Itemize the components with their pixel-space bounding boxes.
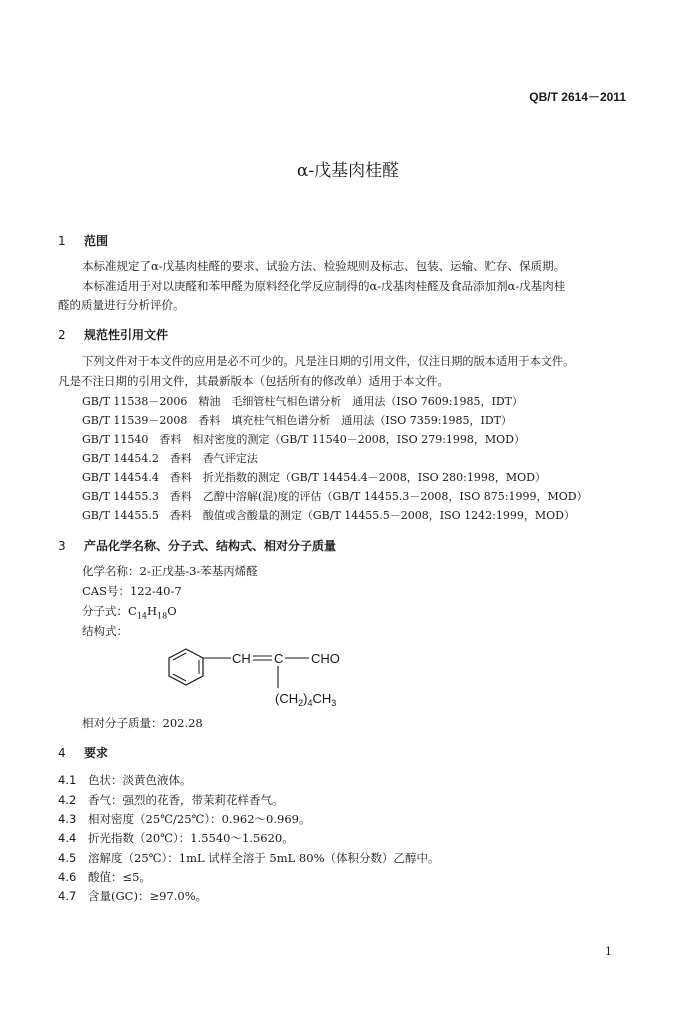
section-1-para-2-line-2: 醛的质量进行分析评价。 (58, 298, 185, 312)
chain-open-paren: ( (275, 691, 280, 706)
ring-double-bond (173, 653, 186, 660)
chemical-name: 化学名称：2-正戊基-3-苯基丙烯醛 (82, 564, 258, 578)
section-2-intro-line-1: 下列文件对于本文件的应用是必不可少的。凡是注日期的引用文件，仅注日期的版本适用于本文件。 (82, 355, 575, 368)
requirement-text: 香气：强烈的花香，带茉莉花样香气。 (88, 793, 284, 807)
section-3-title: 产品化学名称、分子式、结构式、相对分子质量 (84, 539, 337, 553)
requirement-text: 酸值：≤5。 (88, 870, 151, 884)
group-ch: CH (232, 651, 251, 666)
section-3-heading (58, 537, 336, 554)
requirement-number: 4.1 (58, 773, 77, 787)
requirement-item (58, 811, 310, 827)
pentyl-chain (275, 691, 336, 708)
section-1-title: 范围 (84, 234, 109, 248)
group-ch2: CH (279, 691, 299, 706)
page-number: 1 (605, 945, 612, 958)
section-1-para-2-line-1: 本标准适用于对以庚醛和苯甲醛为原料经化学反应制得的α-戊基肉桂醛及食品添加剂α-戊基肉桂 (82, 279, 566, 293)
group-ch3: CH (312, 691, 332, 706)
reference-item: GB/T 11539－2008 香料 填充柱气相色谱分析 通用法（ISO 7359:1985，IDT） (82, 414, 512, 427)
cas-number: CAS号：122-40-7 (82, 584, 182, 598)
requirement-number: 4.7 (58, 889, 77, 903)
requirement-text: 含量(GC)：≥97.0%。 (88, 889, 208, 903)
requirement-text: 相对密度（25℃/25℃）：0.962～0.969。 (88, 812, 311, 826)
group-cho: CHO (311, 651, 340, 666)
section-4-heading (58, 744, 108, 761)
formula-h-subscript: 18 (157, 611, 168, 621)
benzene-ring (169, 649, 203, 685)
ch3-subscript: 3 (331, 698, 337, 708)
formula-o: O (167, 604, 177, 618)
requirement-number: 4.5 (58, 851, 77, 865)
section-1-number: 1 (58, 234, 66, 248)
formula-h: H (147, 604, 158, 618)
formula-c: C (128, 604, 137, 618)
requirement-number: 4.3 (58, 812, 77, 826)
chain-close-paren: ) (303, 691, 308, 706)
reference-item: GB/T 14455.3 香料 乙醇中溶解(混)度的评估（GB/T 14455.3－2008，ISO 875:1999，MOD） (82, 490, 588, 503)
group-c: C (274, 651, 284, 666)
section-3-number: 3 (58, 539, 66, 553)
requirement-number: 4.2 (58, 793, 77, 807)
reference-item: GB/T 14454.4 香料 折光指数的测定（GB/T 14454.4－2008，ISO 280:1998，MOD） (82, 471, 546, 484)
requirement-item (58, 772, 192, 788)
requirement-item (58, 850, 440, 866)
document-title: α-戊基肉桂醛 (296, 161, 400, 181)
reference-item: GB/T 11540 香料 相对密度的测定（GB/T 11540－2008，ISO 279:1998，MOD） (82, 433, 525, 446)
section-2-intro-line-2: 凡是不注日期的引用文件，其最新版本（包括所有的修改单）适用于本文件。 (58, 374, 449, 388)
requirement-number: 4.4 (58, 831, 77, 845)
ring-double-bond (173, 674, 186, 681)
section-4-number: 4 (58, 746, 66, 760)
section-4-title: 要求 (84, 746, 109, 760)
reference-item: GB/T 11538－2006 精油 毛细管柱气相色谱分析 通用法（ISO 7609:1985，IDT） (82, 395, 523, 408)
standard-code: QB/T 2614－2011 (529, 90, 626, 104)
section-2-number: 2 (58, 328, 66, 342)
requirement-item (58, 830, 294, 846)
section-1-heading (58, 232, 108, 249)
molecular-weight: 相对分子质量：202.28 (82, 716, 203, 730)
formula-label: 分子式： (82, 604, 128, 618)
requirement-text: 色状：淡黄色液体。 (88, 773, 192, 787)
structural-formula (168, 644, 368, 708)
section-2-title: 规范性引用文件 (84, 328, 169, 342)
reference-item: GB/T 14454.2 香料 香气评定法 (82, 452, 258, 465)
section-2-heading (58, 326, 168, 343)
requirement-item (58, 869, 151, 885)
reference-item: GB/T 14455.5 香料 酸值或含酸量的测定（GB/T 14455.5－2008，ISO 1242:1999，MOD） (82, 509, 575, 522)
requirement-text: 溶解度（25℃）：1mL 试样全溶于 5mL 80%（体积分数）乙醇中。 (88, 851, 440, 865)
ch2-subscript: 2 (298, 698, 304, 708)
section-1-para-1: 本标准规定了α-戊基肉桂醛的要求、试验方法、检验规则及标志、包装、运输、贮存、保质期。 (82, 259, 566, 273)
requirement-text: 折光指数（20℃）：1.5540～1.5620。 (88, 831, 294, 845)
structure-label: 结构式： (82, 624, 128, 638)
formula-c-subscript: 14 (136, 611, 147, 621)
chain-count: 4 (307, 698, 313, 708)
requirement-item (58, 792, 284, 808)
requirement-number: 4.6 (58, 870, 77, 884)
requirement-item (58, 888, 207, 904)
